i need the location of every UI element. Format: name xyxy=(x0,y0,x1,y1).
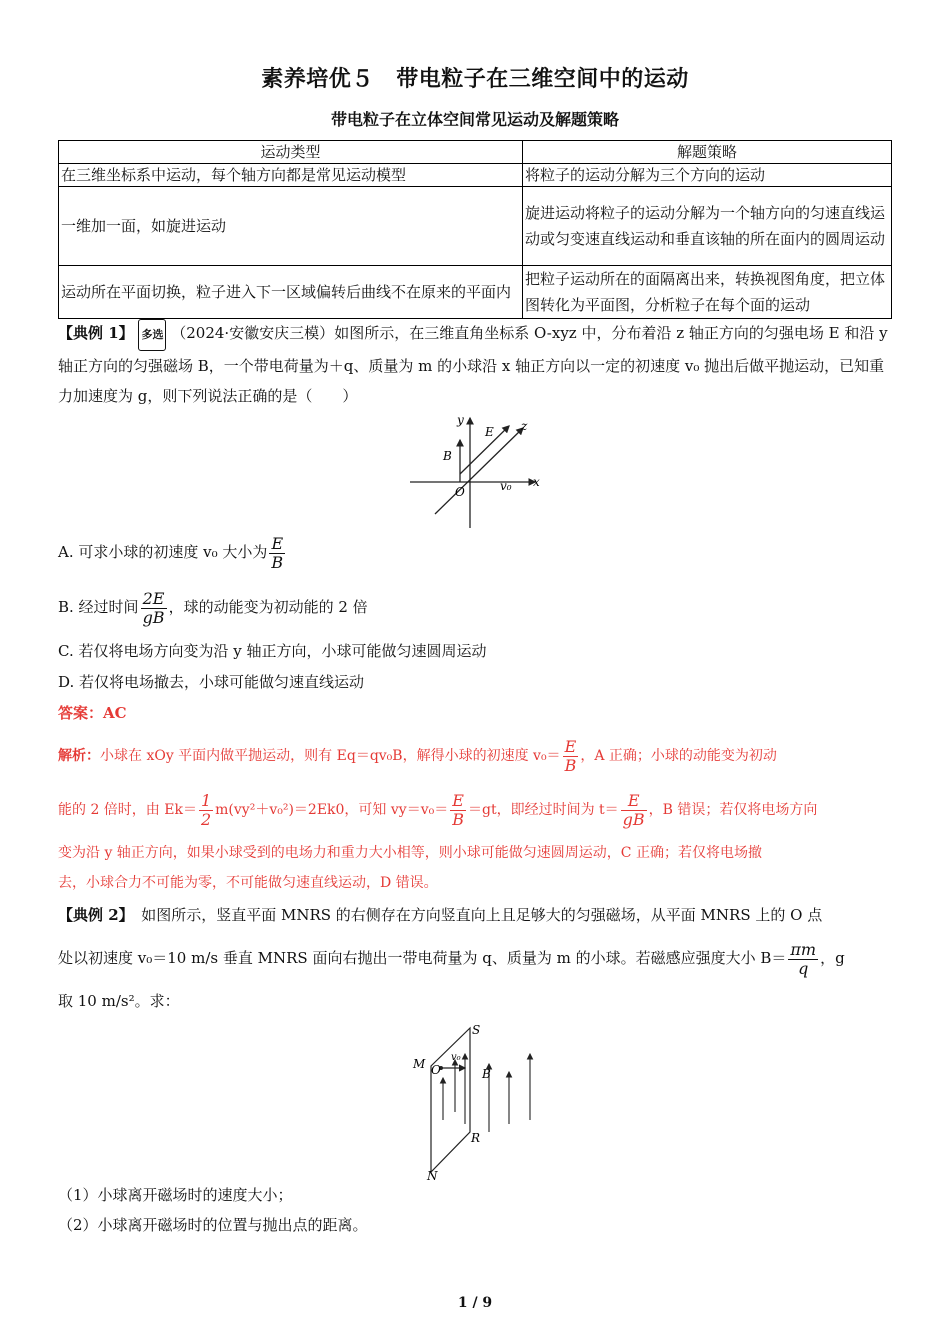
label-b: B xyxy=(482,1067,491,1081)
fraction-numerator: πm xyxy=(790,939,817,959)
table-cell: 将粒子的运动分解为三个方向的运动 xyxy=(523,164,892,187)
z-axis xyxy=(435,428,523,514)
table-cell: 在三维坐标系中运动，每个轴方向都是常见运动模型 xyxy=(59,164,523,187)
example1-source: （2024·安徽安庆三模） xyxy=(171,324,335,342)
section-subtitle: 带电粒子在立体空间常见运动及解题策略 xyxy=(330,110,619,129)
fraction-denominator: q xyxy=(798,958,809,978)
plane-mnrs xyxy=(431,1028,470,1172)
e-label: E xyxy=(485,425,494,439)
example1-paragraph xyxy=(58,318,892,411)
fraction-denominator: 2 xyxy=(200,809,212,829)
fraction-denominator: B xyxy=(271,552,284,572)
label-v0: v₀ xyxy=(451,1052,461,1063)
option-d: D. 若仅将电场撤去，小球可能做匀速直线运动 xyxy=(58,673,365,691)
analysis-text: 小球在 xOy 平面内做平抛运动，则有 Eq＝qv₀B，解得小球的初速度 v₀＝ xyxy=(100,748,561,764)
label-m: M xyxy=(413,1057,426,1071)
option-a xyxy=(58,530,892,574)
analysis-label: 解析： xyxy=(58,748,100,764)
example2-text: ，g xyxy=(820,949,845,967)
z-label: z xyxy=(521,419,528,433)
fraction xyxy=(563,738,579,774)
example1-label: 【典例 1】 xyxy=(58,324,134,342)
label-s: S xyxy=(472,1023,481,1037)
analysis-text: ，B 错误；若仅将电场方向 xyxy=(648,802,818,818)
page-title: 素养培优５ 带电粒子在三维空间中的运动 xyxy=(261,66,689,92)
b-label: B xyxy=(443,449,452,463)
option-b-text-end: ，球的动能变为初动能的 2 倍 xyxy=(168,598,368,616)
analysis-line-4: 去，小球合力不可能为零，不可能做匀速直线运动，D 错误。 xyxy=(58,875,438,891)
page-number: 1 / 9 xyxy=(457,1295,493,1311)
table-header: 解题策略 xyxy=(523,141,892,164)
origin-label: O xyxy=(455,485,465,499)
option-a-text: A. 可求小球的初速度 v₀ 大小为 xyxy=(58,543,268,561)
analysis-line-1 xyxy=(58,734,892,778)
option-b-text: B. 经过时间 xyxy=(58,598,139,616)
fraction-numerator: E xyxy=(269,535,285,554)
example1-text: 如图所示，在三维直角坐标系 O-xyz 中，分布着沿 z 轴正方向的匀强电场 E 和沿 y 轴正方向的匀强磁场 B，一个带电荷量为＋q、质量为 m 的小球沿 x 轴正方向以一定的初速度 v₀ 抛出后做平抛运动，已知重力加速度为 g，则下列说法正确的是（ ） xyxy=(58,324,888,405)
table-header: 运动类型 xyxy=(59,141,523,164)
table-row xyxy=(59,187,892,266)
coordinate-figure xyxy=(405,410,555,530)
table-row xyxy=(59,164,892,187)
question-1: （1）小球离开磁场时的速度大小； xyxy=(58,1186,293,1204)
fraction xyxy=(269,535,285,571)
label-r: R xyxy=(471,1131,481,1145)
example2-text: 如图所示，竖直平面 MNRS 的右侧存在方向竖直向上且足够大的匀强磁场，从平面 MNRS 上的 O 点 xyxy=(141,906,823,924)
fraction xyxy=(199,792,213,828)
answer: 答案：AC xyxy=(58,704,127,722)
table-cell: 旋进运动将粒子的运动分解为一个轴方向的匀速直线运动或匀变速直线运动和垂直该轴的所在面内的圆周运动 xyxy=(523,187,892,266)
fraction-denominator: gB xyxy=(142,607,165,627)
fraction xyxy=(141,590,167,626)
table-cell: 把粒子运动所在的面隔离出来，转换视图角度，把立体图转化为平面图，分析粒子在每个面的运动 xyxy=(523,266,892,319)
fraction xyxy=(450,792,466,828)
example2-label: 【典例 2】 xyxy=(58,906,127,924)
analysis-line-3: 变为沿 y 轴正方向，如果小球受到的电场力和重力大小相等，则小球可能做匀速圆周运动，C 正确；若仅将电场撤 xyxy=(58,845,762,861)
label-o: O xyxy=(431,1063,441,1077)
fraction xyxy=(788,941,818,977)
option-c: C. 若仅将电场方向变为沿 y 轴正方向，小球可能做匀速圆周运动 xyxy=(58,642,487,660)
analysis-text: ，A 正确；小球的动能变为初动 xyxy=(580,748,777,764)
fraction-numerator: 1 xyxy=(200,790,212,810)
fraction-numerator: E xyxy=(621,792,647,811)
table-row xyxy=(59,266,892,319)
fraction-numerator: E xyxy=(563,738,579,757)
example2-line-1 xyxy=(58,900,892,930)
analysis-text: m(vy²＋v₀²)＝2Ek0，可知 vy＝v₀＝ xyxy=(215,802,449,818)
magnetic-field-figure xyxy=(405,1020,555,1182)
table-cell: 一维加一面，如旋进运动 xyxy=(59,187,523,266)
analysis-text: ＝gt，即经过时间为 t＝ xyxy=(468,802,619,818)
analysis-text: 能的 2 倍时，由 Ek＝ xyxy=(58,802,197,818)
option-b xyxy=(58,585,892,629)
analysis-line-2 xyxy=(58,788,892,832)
fraction-denominator: gB xyxy=(622,809,645,829)
table-header-row xyxy=(59,141,892,164)
question-2: （2）小球离开磁场时的位置与抛出点的距离。 xyxy=(58,1216,368,1234)
y-label: y xyxy=(457,413,464,427)
fraction-numerator: 2E xyxy=(141,590,167,609)
table-cell: 运动所在平面切换，粒子进入下一区域偏转后曲线不在原来的平面内 xyxy=(59,266,523,319)
x-label: x xyxy=(533,475,540,489)
example2-text: 处以初速度 v₀＝10 m/s 垂直 MNRS 面向右抛出一带电荷量为 q、质量为 m 的小球。若磁感应强度大小 B＝ xyxy=(58,949,787,967)
v0-label: v₀ xyxy=(500,479,512,493)
fraction xyxy=(621,792,647,828)
fraction-denominator: B xyxy=(452,809,464,829)
fraction-denominator: B xyxy=(564,755,577,775)
multi-select-tag: 多选 xyxy=(138,319,166,351)
label-n: N xyxy=(427,1169,438,1182)
example2-line-3: 取 10 m/s²。求： xyxy=(58,992,180,1010)
fraction-numerator: E xyxy=(450,792,466,811)
strategy-table xyxy=(58,140,892,319)
example2-line-2 xyxy=(58,936,892,980)
